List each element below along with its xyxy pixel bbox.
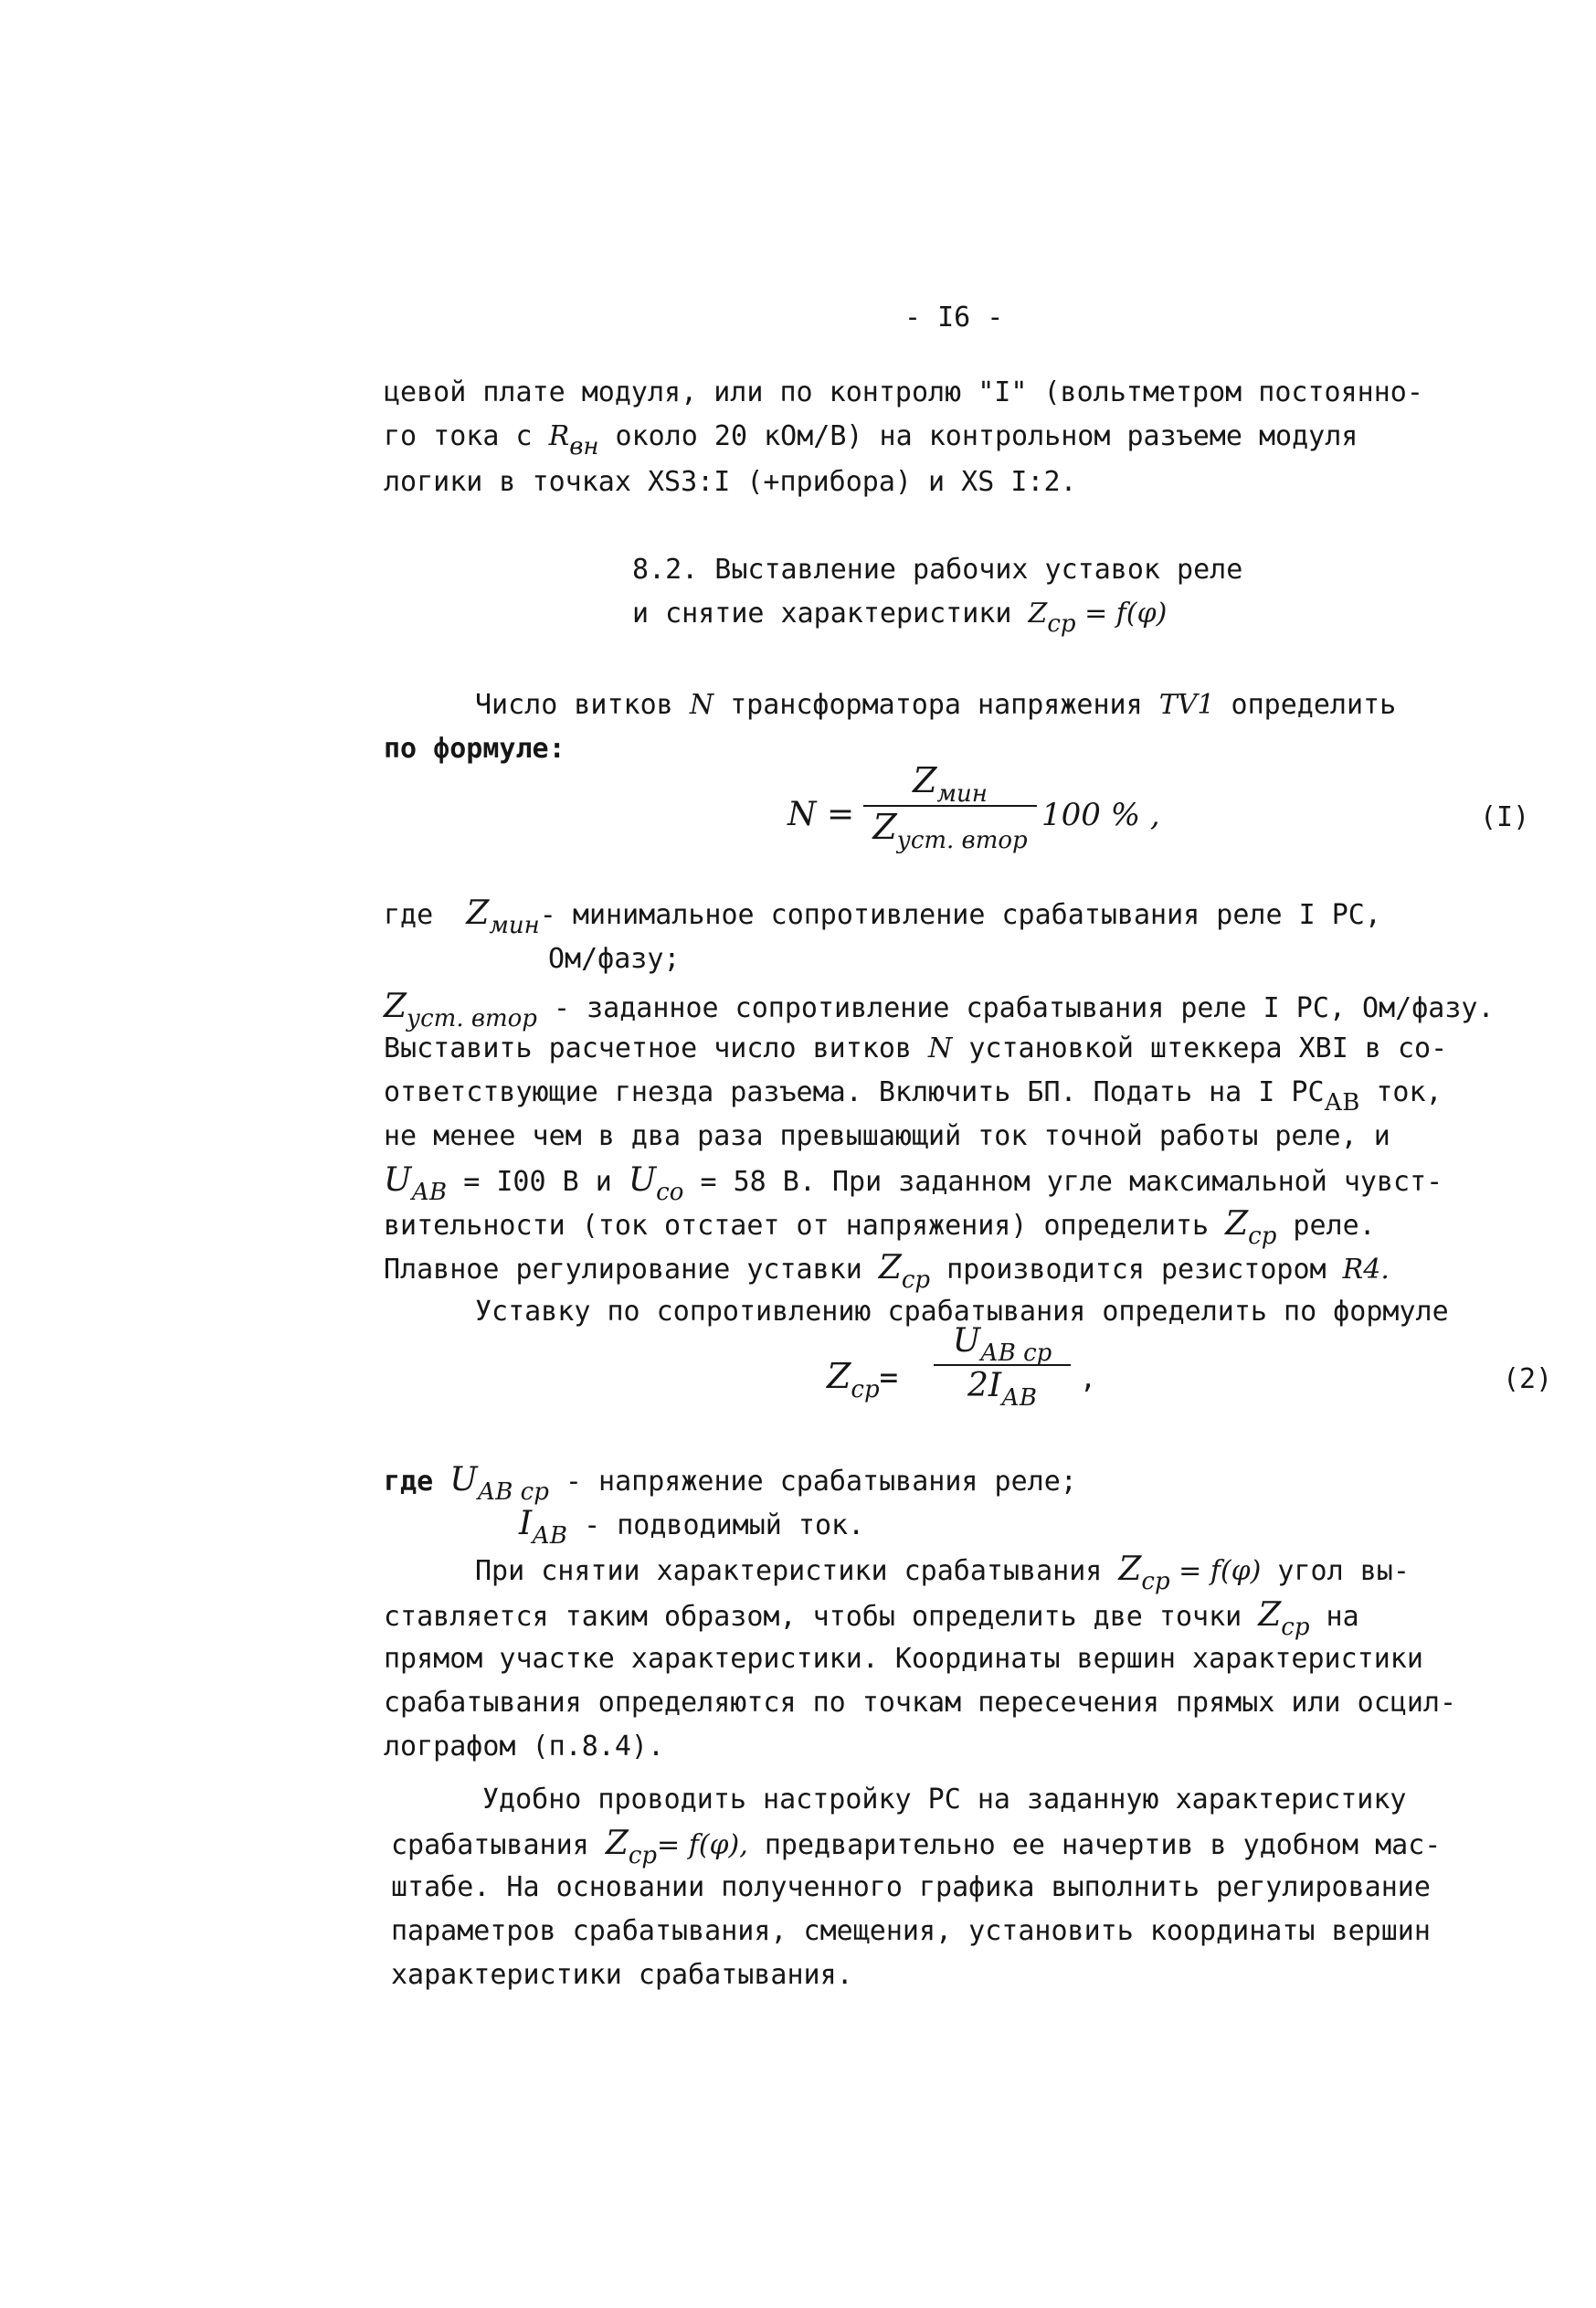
function-text: = f(φ) xyxy=(1075,598,1168,630)
char-l1-sub: ср xyxy=(1141,1568,1170,1595)
formula-2-fraction xyxy=(934,1321,1071,1412)
main-l5-b: реле. xyxy=(1276,1210,1376,1242)
main-l4-b: = 58 В. При заданном угле максимальной чувст- xyxy=(683,1166,1443,1198)
main-l1-b: установкой штеккера ХВI в со- xyxy=(952,1032,1448,1064)
char-line-1 xyxy=(475,1551,1410,1595)
formula-2-denominator xyxy=(934,1366,1071,1412)
zset-sub: уст. втор xyxy=(407,1005,537,1032)
where-label: где xyxy=(384,899,434,931)
main-l1-a: Выставить расчетное число витков xyxy=(384,1032,929,1064)
char-l2-z: Z xyxy=(1258,1596,1282,1634)
num-z: Z xyxy=(913,760,937,800)
formula-1-fraction xyxy=(863,760,1037,852)
uab-var: U xyxy=(384,1161,412,1199)
uco-var: U xyxy=(628,1161,657,1199)
main-line-1 xyxy=(384,1031,1447,1067)
z-var: Z xyxy=(1028,598,1048,630)
main-l4-a: = I00 В и xyxy=(447,1166,629,1198)
main-l5-a: вительности (ток отстает от напряжения) определить xyxy=(384,1210,1226,1242)
section-heading-line-2 xyxy=(632,596,1168,638)
where-1-line-2 xyxy=(384,988,1495,1032)
heading-text-a: и снятие характеристики xyxy=(632,598,1029,630)
formula-2-lhs xyxy=(827,1356,899,1403)
formula-1-denominator xyxy=(863,807,1037,852)
intro-line-2 xyxy=(384,418,1358,461)
i-ab-sub: АВ xyxy=(532,1522,568,1550)
char-line-5: лографом (п.8.4). xyxy=(384,1731,665,1763)
intro-line-1: цевой плате модуля, или по контролю "I" (вольтметром постоянно- xyxy=(384,376,1423,408)
formula-1-tail: 100 % , xyxy=(1041,797,1160,833)
final-l2-func: = f(φ), xyxy=(657,1829,748,1861)
u-cp-var: U xyxy=(449,1461,478,1498)
f2-den-sub: АВ xyxy=(1001,1384,1037,1412)
intro-line-3: логики в точках XS3:I (+прибора) и XS I:2. xyxy=(384,466,1077,498)
formula-1-number: (I) xyxy=(1480,801,1530,833)
final-line-4: параметров срабатывания, смещения, установить координаты вершин xyxy=(391,1915,1431,1947)
zmin-text: - минимальное сопротивление срабатывания реле I РС, xyxy=(539,899,1381,931)
i-ab-text: - подводимый ток. xyxy=(567,1509,865,1541)
char-l2-b: на xyxy=(1309,1601,1359,1633)
uco-sub: со xyxy=(656,1179,684,1206)
main-line-2 xyxy=(384,1075,1443,1117)
f2-num-sub: АВ ср xyxy=(980,1339,1052,1367)
char-line-4: срабатывания определяются по точкам пересечения прямых или осцил- xyxy=(384,1687,1456,1719)
f2-den-2i: 2I xyxy=(967,1367,1002,1404)
f2-eq: = xyxy=(879,1360,899,1396)
main-l2-sub: АВ xyxy=(1324,1089,1360,1117)
final-l2-a: срабатывания xyxy=(391,1829,606,1861)
f2-z: Z xyxy=(827,1356,851,1396)
page-number: - I6 - xyxy=(904,302,1004,333)
zmin-var: Z xyxy=(466,895,490,932)
main-l6-b: производится резистором xyxy=(930,1254,1343,1286)
u-cp-text: - напряжение срабатывания реле; xyxy=(548,1466,1077,1498)
main-line-7: Уставку по сопротивлению срабатывания определить по формуле xyxy=(475,1296,1449,1328)
main-line-6 xyxy=(384,1249,1390,1294)
den-z: Z xyxy=(872,807,897,847)
turns-text-b: трансформатора напряжения xyxy=(713,689,1159,721)
final-l2-z: Z xyxy=(605,1825,629,1862)
char-l1-a: При снятии характеристики срабатывания xyxy=(475,1555,1119,1587)
main-line-4 xyxy=(384,1161,1443,1206)
z-sub: ср xyxy=(1047,610,1076,638)
i-ab-var: I xyxy=(519,1505,533,1542)
final-l2-sub: ср xyxy=(628,1842,658,1869)
char-line-2 xyxy=(384,1596,1359,1641)
den-sub: уст. втор xyxy=(896,827,1028,854)
formula-1-numerator xyxy=(863,760,1037,808)
intro-text-a: го тока с xyxy=(384,420,549,452)
final-line-3: штабе. На основании полученного графика выполнить регулирование xyxy=(391,1871,1431,1903)
where-2-line-2 xyxy=(519,1505,865,1550)
main-l5-z: Z xyxy=(1225,1205,1249,1243)
final-line-2 xyxy=(391,1825,1442,1869)
where-1-line-1 xyxy=(384,895,1381,939)
final-line-5: характеристики срабатывания. xyxy=(391,1959,853,1991)
char-l2-a: ставляется таким образом, чтобы определить две точки xyxy=(384,1601,1259,1633)
final-line-1: Удобно проводить настройку РС на заданную характеристику xyxy=(482,1784,1407,1816)
main-l2-b: ток, xyxy=(1359,1076,1443,1108)
turns-text-c: определить xyxy=(1214,689,1397,721)
turns-text-a: Число витков xyxy=(475,689,690,721)
where-1-unit: Ом/фазу; xyxy=(548,943,681,975)
char-l1-func: = f(φ) xyxy=(1169,1555,1262,1587)
formula-1-lhs: N = xyxy=(787,796,855,833)
where-2-line-1 xyxy=(384,1461,1077,1506)
r-input-sub: вн xyxy=(569,433,599,461)
turns-line-2: по формуле: xyxy=(384,733,565,765)
n-var: N xyxy=(689,689,714,721)
final-l2-c: предварительно ее начертив в удобном мас- xyxy=(747,1829,1442,1861)
f2-num-u: U xyxy=(952,1322,981,1360)
uab-sub: АВ xyxy=(411,1179,448,1206)
main-l6-z: Z xyxy=(878,1249,902,1286)
main-l6-a: Плавное регулирование уставки xyxy=(384,1254,879,1286)
char-line-3: прямом участке характеристики. Координаты вершин характеристики xyxy=(384,1643,1423,1675)
main-l6-sub: ср xyxy=(901,1266,931,1294)
tv-var: TV1 xyxy=(1158,689,1215,721)
formula-2-number: (2) xyxy=(1503,1363,1553,1395)
r-input-var: R xyxy=(548,420,570,452)
zset-text: - заданное сопротивление срабатывания реле I РС, Ом/фазу. xyxy=(536,992,1495,1024)
main-l5-sub: ср xyxy=(1248,1223,1277,1250)
main-line-3: не менее чем в два раза превышающий ток точной работы реле, и xyxy=(384,1120,1390,1152)
f2-z-sub: ср xyxy=(851,1376,880,1403)
section-heading-line-1: 8.2. Выставление рабочих уставок реле xyxy=(632,554,1243,586)
num-sub: мин xyxy=(936,780,988,808)
char-l1-z: Z xyxy=(1118,1551,1142,1588)
char-l2-sub: ср xyxy=(1281,1614,1310,1641)
where-2-label: где xyxy=(384,1466,434,1498)
turns-line-1 xyxy=(475,687,1396,724)
main-line-5 xyxy=(384,1205,1376,1250)
intro-text-b: около 20 кОм/В) на контрольном разъеме модуля xyxy=(598,420,1358,452)
zmin-sub: мин xyxy=(489,912,540,939)
main-l2-a: ответствующие гнезда разъема. Включить БП. Подать на I РС xyxy=(384,1076,1325,1108)
formula-2-numerator xyxy=(934,1321,1071,1367)
main-l6-r: R4. xyxy=(1342,1254,1390,1286)
main-l1-n: N xyxy=(928,1032,953,1064)
formula-2-tail: , xyxy=(1080,1363,1097,1395)
zset-var: Z xyxy=(384,988,407,1025)
char-l1-c: угол вы- xyxy=(1261,1555,1410,1587)
u-cp-sub: АВ ср xyxy=(477,1478,549,1506)
